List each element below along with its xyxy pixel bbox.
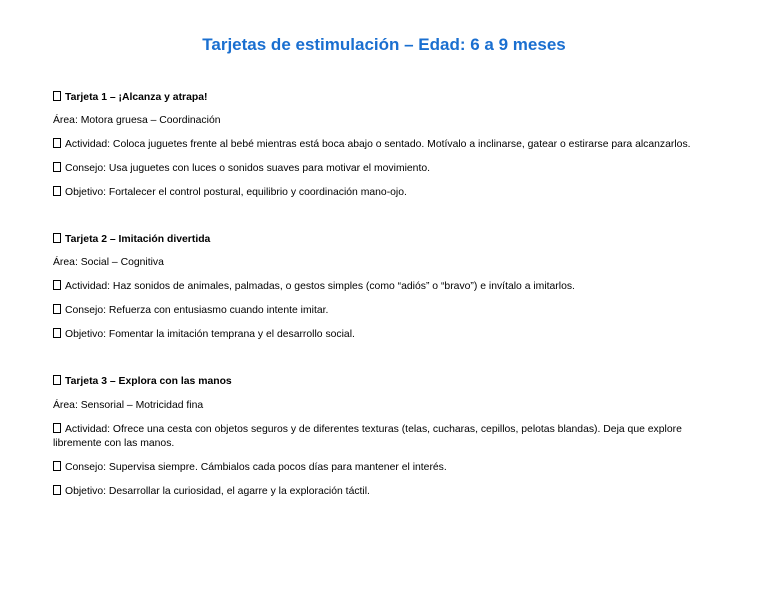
card-tip: Consejo: Supervisa siempre. Cámbialos cada pocos días para mantener el interés. <box>65 462 447 473</box>
card-area: Área: Motora gruesa – Coordinación <box>53 115 221 126</box>
checkbox-icon <box>53 138 61 148</box>
card-3-activity-row <box>53 423 723 451</box>
card-title: Tarjeta 3 – Explora con las manos <box>65 376 232 387</box>
card-tip: Consejo: Refuerza con entusiasmo cuando intente imitar. <box>65 305 329 316</box>
card-1-tip-row <box>53 162 430 176</box>
card-tip: Consejo: Usa juguetes con luces o sonidos suaves para motivar el movimiento. <box>65 163 431 174</box>
card-area: Área: Sensorial – Motricidad fina <box>53 400 204 411</box>
checkbox-icon <box>53 461 61 471</box>
card-3-title-row <box>53 375 232 389</box>
card-3-goal-row <box>53 485 370 499</box>
card-2-activity-row <box>53 280 575 294</box>
card-2-title-row <box>53 233 210 247</box>
card-goal: Objetivo: Fortalecer el control postural, equilibrio y coordinación mano-ojo. <box>65 187 407 198</box>
card-goal: Objetivo: Desarrollar la curiosidad, el agarre y la exploración táctil. <box>65 486 370 497</box>
checkbox-icon <box>53 280 61 290</box>
checkbox-icon <box>53 304 61 314</box>
card-3-tip-row <box>53 461 447 475</box>
card-activity: Actividad: Ofrece una cesta con objetos seguros y de diferentes texturas (telas, cucharas, cepillos, pelotas blandas). Deja que explore libremente con las manos. <box>53 424 682 449</box>
checkbox-icon <box>53 485 61 495</box>
card-1-title-row <box>53 91 207 105</box>
card-title: Tarjeta 1 – ¡Alcanza y atrapa! <box>65 92 208 103</box>
checkbox-icon <box>53 375 61 385</box>
card-area: Área: Social – Cognitiva <box>53 257 164 268</box>
card-1-goal-row <box>53 186 407 200</box>
card-2-tip-row <box>53 304 328 318</box>
page-title: Tarjetas de estimulación – Edad: 6 a 9 meses <box>202 35 566 54</box>
checkbox-icon <box>53 186 61 196</box>
checkbox-icon <box>53 233 61 243</box>
card-title: Tarjeta 2 – Imitación divertida <box>65 234 211 245</box>
card-2-goal-row <box>53 328 355 342</box>
checkbox-icon <box>53 91 61 101</box>
card-activity: Actividad: Coloca juguetes frente al bebé mientras está boca abajo o sentado. Motívalo a inclinarse, gatear o estirarse para alcanzarlos. <box>65 139 691 150</box>
checkbox-icon <box>53 162 61 172</box>
card-1-activity-row <box>53 138 691 152</box>
checkbox-icon <box>53 423 61 433</box>
checkbox-icon <box>53 328 61 338</box>
card-goal: Objetivo: Fomentar la imitación temprana y el desarrollo social. <box>65 329 355 340</box>
card-activity: Actividad: Haz sonidos de animales, palmadas, o gestos simples (como “adiós” o “bravo”) e invítalo a imitarlos. <box>65 281 575 292</box>
